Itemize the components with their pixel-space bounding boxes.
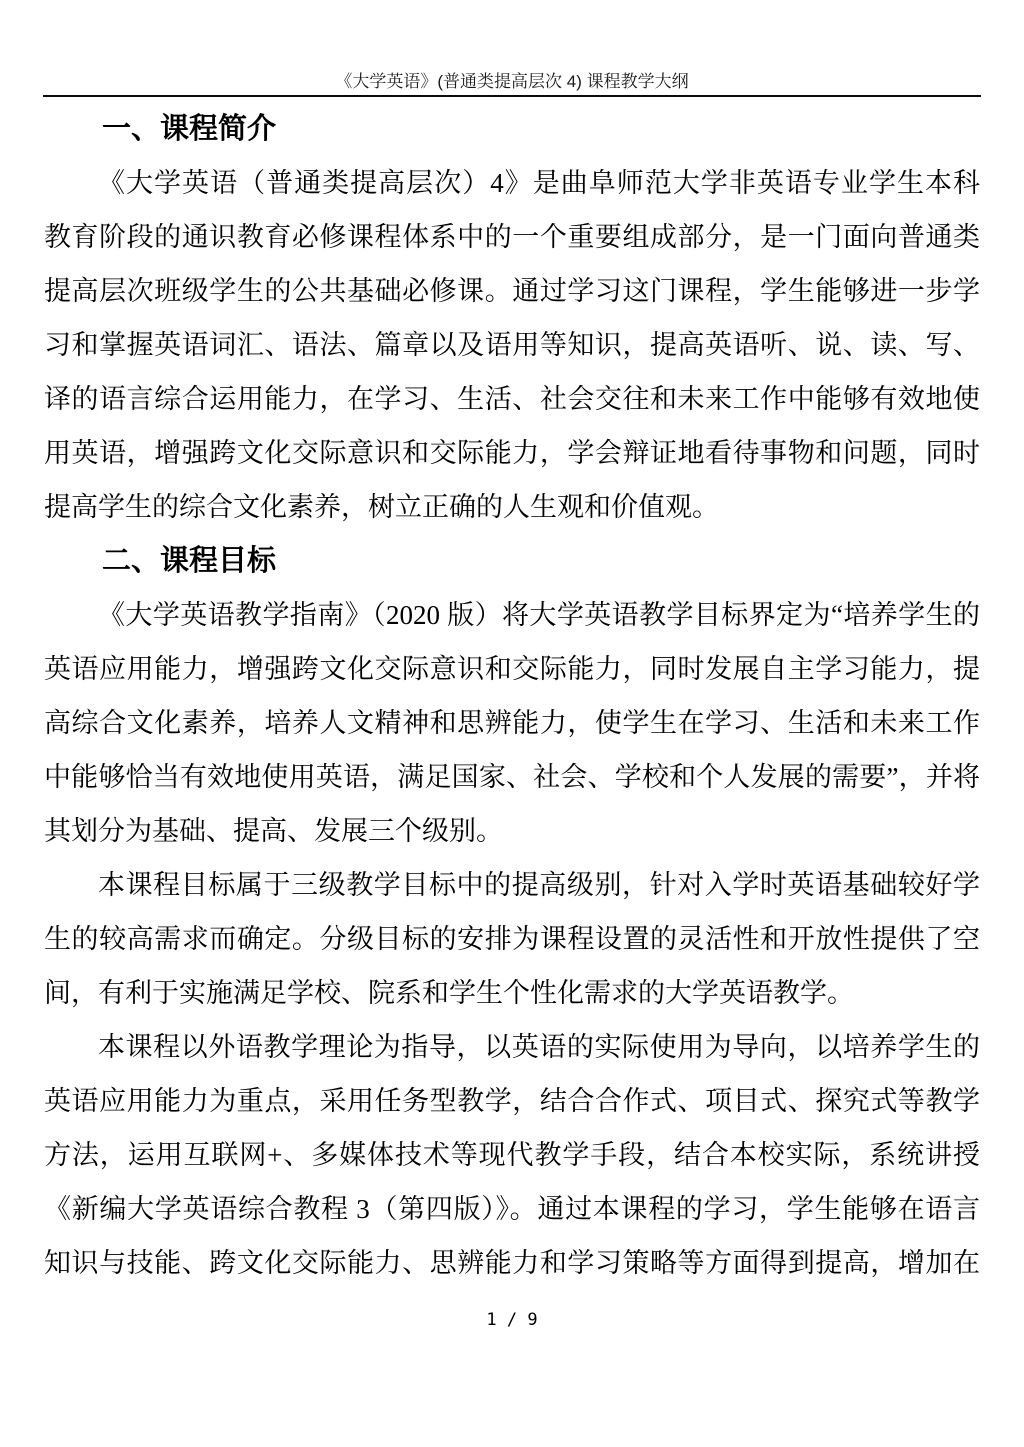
header-title: 《大学英语》(普通类提高层次 4) 课程教学大纲 — [335, 72, 689, 91]
page-header — [0, 0, 1024, 97]
text-line: 知识与技能、跨文化交际能力、思辨能力和学习策略等方面得到提高，增加在 — [44, 1248, 980, 1278]
text-line: 提高学生的综合文化素养，树立正确的人生观和价值观。 — [44, 492, 719, 522]
text-line: 高综合文化素养，培养人文精神和思辨能力，使学生在学习、生活和未来工作 — [44, 708, 980, 738]
page-footer — [0, 1308, 1024, 1332]
text-line: 间，有利于实施满足学校、院系和学生个性化需求的大学英语教学。 — [44, 978, 854, 1008]
text-line: 生的较高需求而确定。分级目标的安排为课程设置的灵活性和开放性提供了空 — [44, 924, 980, 954]
text-line: 习和掌握英语词汇、语法、篇章以及语用等知识，提高英语听、说、读、写、 — [44, 330, 980, 360]
paragraph — [44, 858, 980, 1020]
text-line: 本课程以外语教学理论为指导，以英语的实际使用为导向，以培养学生的 — [98, 1032, 980, 1062]
text-line: 《大学英语教学指南》（2020 版）将大学英语教学目标界定为“培养学生的 — [98, 600, 980, 630]
document-body — [44, 97, 980, 1290]
text-line: 用英语，增强跨文化交际意识和交际能力，学会辩证地看待事物和问题，同时 — [44, 438, 980, 468]
text-line: 本课程目标属于三级教学目标中的提高级别，针对入学时英语基础较好学 — [98, 870, 980, 900]
text-line: 《新编大学英语综合教程 3（第四版）》。通过本课程的学习，学生能够在语言 — [44, 1194, 980, 1224]
text-line: 译的语言综合运用能力，在学习、生活、社会交往和未来工作中能够有效地使 — [44, 384, 980, 414]
text-line: 英语应用能力为重点，采用任务型教学，结合合作式、项目式、探究式等教学 — [44, 1086, 980, 1116]
text-line: 《大学英语（普通类提高层次）4》是曲阜师范大学非英语专业学生本科 — [98, 168, 980, 198]
text-line: 英语应用能力，增强跨文化交际意识和交际能力，同时发展自主学习能力，提 — [44, 654, 980, 684]
paragraph — [44, 156, 980, 534]
text-line: 教育阶段的通识教育必修课程体系中的一个重要组成部分，是一门面向普通类 — [44, 222, 980, 252]
page-number: 1 / 9 — [486, 1310, 538, 1330]
text-line: 其划分为基础、提高、发展三个级别。 — [44, 816, 503, 846]
section-heading-course-intro: 一、课程简介 — [102, 113, 277, 145]
paragraph — [44, 1020, 980, 1290]
section-heading-course-objectives: 二、课程目标 — [102, 545, 277, 577]
text-line: 中能够恰当有效地使用英语，满足国家、社会、学校和个人发展的需要”，并将 — [44, 762, 980, 792]
text-line: 方法，运用互联网+、多媒体技术等现代教学手段，结合本校实际，系统讲授 — [44, 1140, 980, 1170]
text-line: 提高层次班级学生的公共基础必修课。通过学习这门课程，学生能够进一步学 — [44, 276, 980, 306]
paragraph — [44, 588, 980, 858]
